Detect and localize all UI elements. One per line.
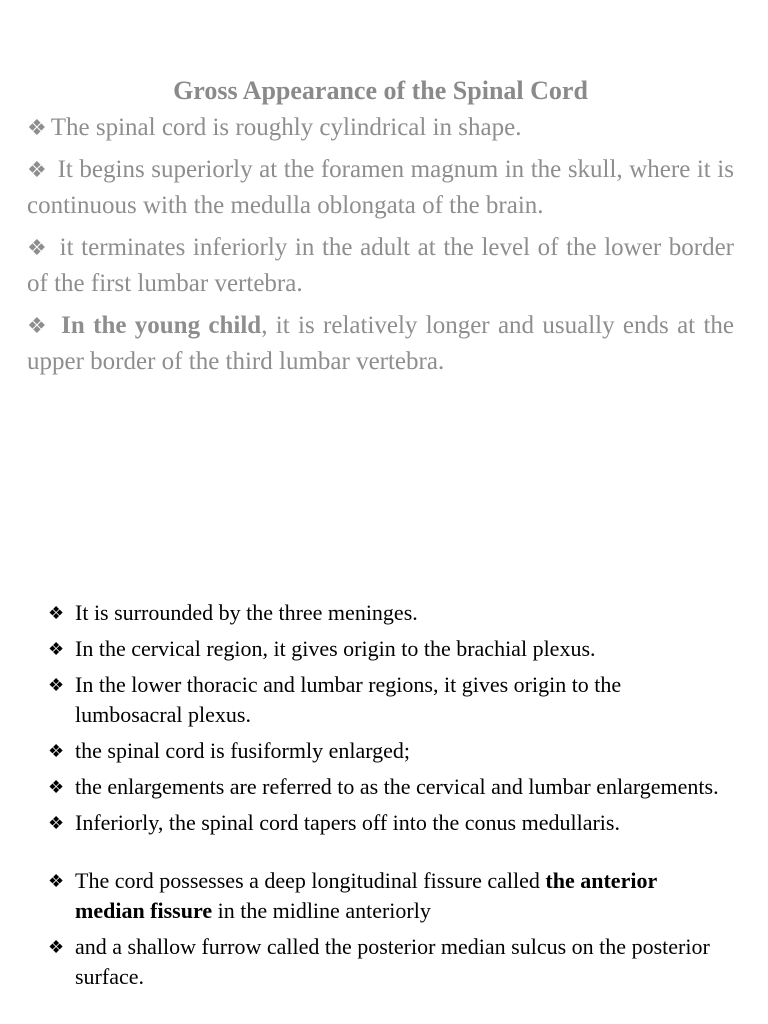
list-item-bold-text: In the young child bbox=[61, 312, 262, 339]
bullet-icon: ❖ bbox=[27, 115, 47, 140]
list-item-text: , it is relatively longer and usually ends at the upper border of the third lumbar vertebra. bbox=[27, 312, 735, 375]
bullet-icon: ❖ bbox=[48, 741, 65, 761]
list-item-text: the enlargements are referred to as the cervical and lumbar enlargements. bbox=[75, 774, 719, 799]
slide-bottom bbox=[0, 598, 768, 1024]
bullet-icon: ❖ bbox=[48, 871, 65, 891]
list-item-text: In the cervical region, it gives origin to the brachial plexus. bbox=[75, 636, 596, 661]
bullet-icon: ❖ bbox=[27, 313, 49, 338]
list-item bbox=[48, 670, 728, 730]
bullet-icon: ❖ bbox=[27, 157, 48, 182]
list-item bbox=[27, 152, 734, 224]
list-item-text: In the lower thoracic and lumbar regions, it gives origin to the lumbosacral plexus. bbox=[75, 672, 622, 727]
bullet-icon: ❖ bbox=[48, 777, 65, 797]
top-bullet-list bbox=[27, 110, 734, 380]
list-item-text: The spinal cord is roughly cylindrical in shape. bbox=[50, 114, 522, 141]
list-item bbox=[48, 598, 728, 628]
bottom-bullet-list bbox=[48, 598, 728, 992]
list-item bbox=[48, 736, 728, 766]
page-title: Gross Appearance of the Spinal Cord bbox=[173, 76, 588, 105]
list-item bbox=[48, 772, 728, 802]
list-item bbox=[27, 110, 734, 146]
list-item bbox=[27, 308, 734, 380]
list-item-text: the spinal cord is fusiformly enlarged; bbox=[75, 738, 411, 763]
list-item bbox=[48, 932, 728, 992]
list-item bbox=[27, 230, 734, 302]
bullet-icon: ❖ bbox=[48, 937, 65, 957]
list-item-text: It is surrounded by the three meninges. bbox=[75, 600, 418, 625]
list-item-text: it terminates inferiorly in the adult at the level of the lower border of the first lumbar vertebra. bbox=[27, 234, 734, 297]
list-item-text: The cord possesses a deep longitudinal fissure called bbox=[75, 868, 546, 893]
bullet-icon: ❖ bbox=[27, 235, 49, 260]
list-item-bold-text: the anterior median fissure bbox=[75, 868, 657, 923]
list-item bbox=[48, 808, 728, 838]
list-item-text: It begins superiorly at the foramen magnum in the skull, where it is continuous with the medulla oblongata of the brain. bbox=[27, 156, 734, 219]
list-item-text: Inferiorly, the spinal cord tapers off into the conus medullaris. bbox=[75, 810, 620, 835]
list-item-text: and a shallow furrow called the posterior median sulcus on the posterior surface. bbox=[75, 934, 710, 989]
bullet-icon: ❖ bbox=[48, 675, 65, 695]
list-item bbox=[48, 866, 728, 926]
bullet-icon: ❖ bbox=[48, 603, 65, 623]
bullet-icon: ❖ bbox=[48, 813, 65, 833]
bullet-icon: ❖ bbox=[48, 639, 65, 659]
list-item bbox=[48, 634, 728, 664]
list-item-text: in the midline anteriorly bbox=[212, 898, 431, 923]
